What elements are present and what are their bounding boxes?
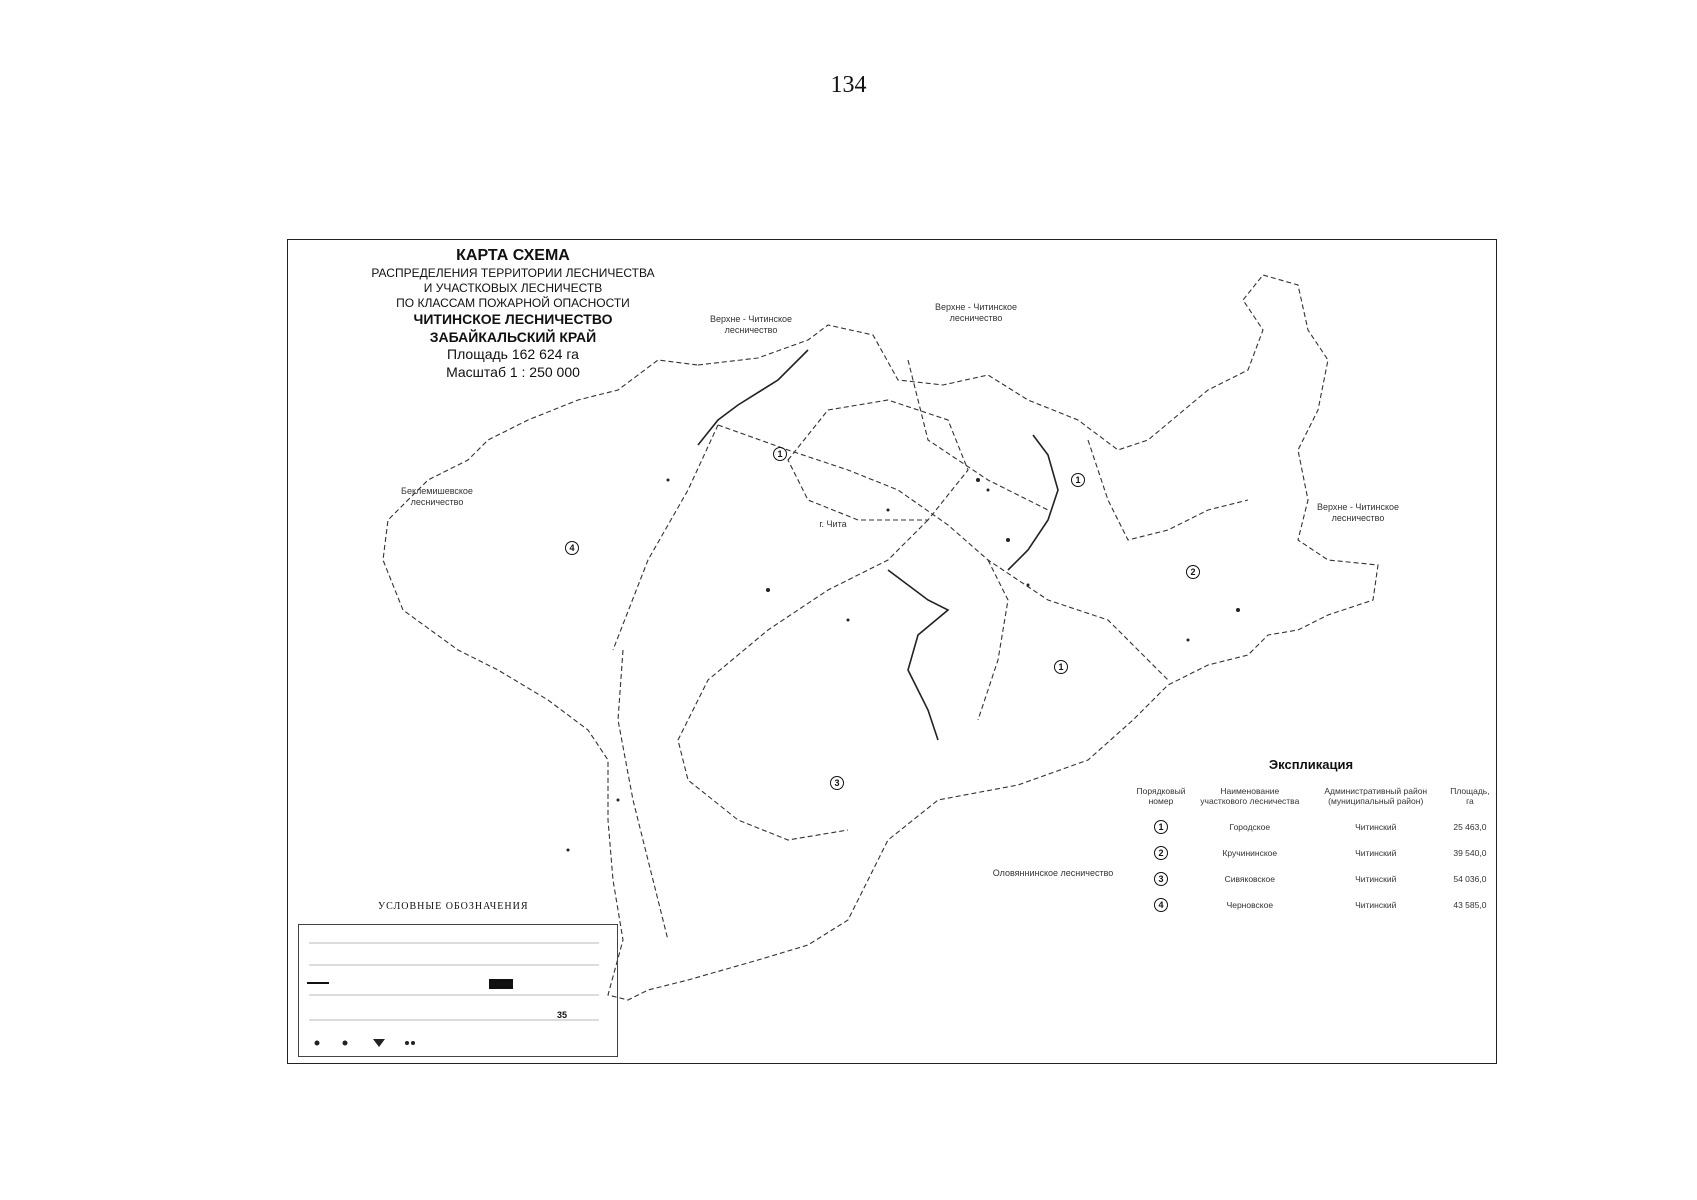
row-name: Кручининское — [1222, 848, 1278, 858]
district-boundary — [788, 400, 968, 520]
district-boundary — [718, 425, 1168, 680]
neighbor-label: Беклемишевское лесничество — [401, 486, 473, 507]
district-marker: 1 — [1071, 473, 1085, 487]
explication — [1128, 757, 1494, 918]
explication-header: Наименование участкового лесничества — [1200, 786, 1300, 806]
row-area: 25 463,0 — [1453, 822, 1487, 832]
legend-number: 35 — [557, 1010, 568, 1020]
district-boundary — [618, 650, 668, 940]
row-name: Сивяковское — [1224, 874, 1275, 884]
district-marker: 3 — [830, 776, 844, 790]
row-name: Черновское — [1226, 900, 1274, 910]
row-number: 3 — [1154, 872, 1168, 886]
town-label: г. Чита — [819, 519, 847, 529]
page-number: 134 — [830, 72, 867, 98]
map-title: КАРТА СХЕМА — [456, 247, 570, 264]
legend-symbols — [299, 925, 617, 1056]
district-boundary — [678, 520, 928, 840]
district-marker: 1 — [1054, 660, 1068, 674]
map-subtitle-line: ПО КЛАССАМ ПОЖАРНОЙ ОПАСНОСТИ — [396, 296, 630, 310]
district-marker: 1 — [773, 447, 787, 461]
row-district: Читинский — [1355, 900, 1397, 910]
row-district: Читинский — [1355, 822, 1397, 832]
map-subtitle-line: РАСПРЕДЕЛЕНИЯ ТЕРРИТОРИИ ЛЕСНИЧЕСТВА — [371, 266, 655, 280]
map-frame — [287, 239, 1497, 1064]
row-district: Читинский — [1355, 848, 1397, 858]
explication-row — [1128, 866, 1494, 892]
row-area: 43 585,0 — [1453, 900, 1487, 910]
forestry-name: ЧИТИНСКОЕ ЛЕСНИЧЕСТВО — [413, 311, 613, 327]
explication-table — [1128, 784, 1494, 918]
scale-label: Масштаб 1 : 250 000 — [446, 363, 580, 380]
row-name: Городское — [1229, 822, 1271, 832]
explication-header: Порядковый номер — [1136, 786, 1186, 806]
neighbor-label: Оловяннинское лесничество — [992, 868, 1114, 878]
legend-box — [298, 924, 618, 1057]
row-area: 54 036,0 — [1453, 874, 1487, 884]
region-name: ЗАБАЙКАЛЬСКИЙ КРАЙ — [429, 328, 597, 345]
district-marker: 2 — [1186, 565, 1200, 579]
river — [698, 350, 808, 445]
row-number: 4 — [1154, 898, 1168, 912]
district-boundary — [978, 560, 1008, 720]
explication-row — [1128, 814, 1494, 840]
explication-row — [1128, 840, 1494, 866]
legend-title: УСЛОВНЫЕ ОБОЗНАЧЕНИЯ — [378, 901, 529, 912]
district-boundary — [613, 425, 718, 650]
map-subtitle-line: И УЧАСТКОВЫХ ЛЕСНИЧЕСТВ — [423, 281, 603, 295]
district-boundary — [908, 360, 1048, 510]
district-boundary — [1088, 440, 1248, 540]
row-area: 39 540,0 — [1453, 848, 1487, 858]
district-marker: 4 — [565, 541, 579, 555]
row-number: 1 — [1154, 820, 1168, 834]
area-label: Площадь 162 624 га — [447, 346, 579, 362]
neighbor-label: Верхне - Читинское лесничество — [934, 302, 1018, 323]
neighbor-label: Верхне - Читинское лесничество — [709, 314, 793, 335]
river — [888, 570, 948, 740]
explication-header: Административный район (муниципальный район) — [1324, 786, 1428, 806]
explication-title: Экспликация — [1268, 757, 1354, 772]
explication-row — [1128, 892, 1494, 918]
explication-header-row — [1128, 784, 1494, 814]
explication-header: Площадь, га — [1450, 786, 1490, 806]
neighbor-label: Верхне - Читинское лесничество — [1316, 502, 1400, 523]
row-number: 2 — [1154, 846, 1168, 860]
map-title-block — [328, 246, 698, 381]
row-district: Читинский — [1355, 874, 1397, 884]
